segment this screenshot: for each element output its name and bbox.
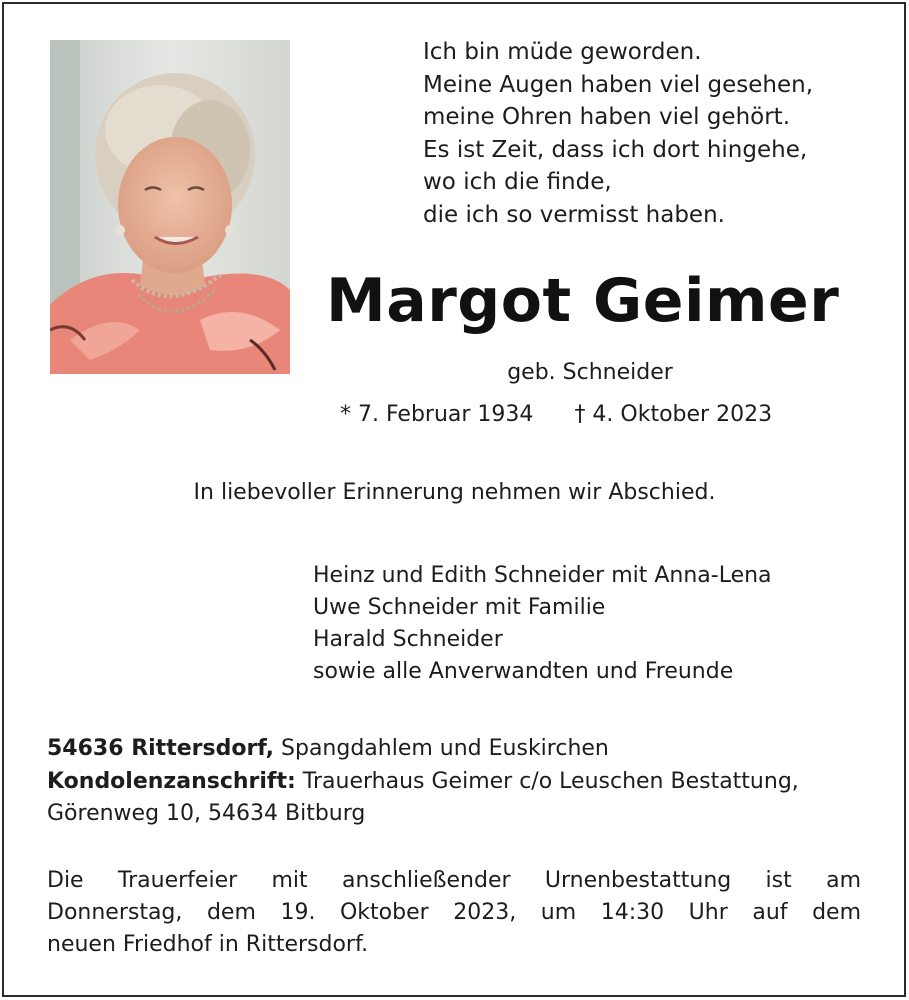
place-bold: 54636 Rittersdorf, [47,736,275,761]
service-info [47,865,861,961]
poem-line: meine Ohren haben viel gehört. [423,104,791,130]
death-date: † 4. Oktober 2023 [574,402,773,427]
birth-name: geb. Schneider [507,360,673,385]
mourner-line: Heinz und Edith Schneider mit Anna-Lena [313,563,772,588]
mourner-line: Harald Schneider [313,627,503,652]
street-line: Görenweg 10, 54634 Bitburg [47,801,366,826]
poem [423,36,883,231]
farewell-text: In liebevoller Erinnerung nehmen wir Abschied. [193,480,716,505]
service-line: neuen Friedhof in Rittersdorf. [47,932,369,957]
condolence-label: Kondolenzanschrift: [47,768,296,794]
mourner-line: Uwe Schneider mit Familie [313,595,606,620]
service-line: Die Trauerfeier mit anschließender Urnenbestattung ist am [47,868,861,893]
place-rest: Spangdahlem und Euskirchen [274,736,609,761]
mourner-line: sowie alle Anverwandten und Freunde [313,659,734,684]
birth-date: * 7. Februar 1934 [340,402,534,427]
mourners-list [313,560,893,688]
portrait-photo [50,40,290,374]
poem-line: wo ich die finde, [423,169,612,195]
poem-line: Ich bin müde geworden. [423,39,702,65]
poem-line: Es ist Zeit, dass ich dort hingehe, [423,136,808,163]
condolence-line [47,766,877,799]
address-block [47,733,877,831]
life-dates [340,402,860,427]
service-line: Donnerstag, dem 19. Oktober 2023, um 14:30 Uhr auf dem [47,900,861,925]
deceased-name: Margot Geimer [326,266,840,336]
poem-line: Meine Augen haben viel gesehen, [423,71,814,98]
condolence-rest: Trauerhaus Geimer c/o Leuschen Bestattung, [295,768,799,794]
place-line [47,733,877,766]
poem-line: die ich so vermisst haben. [423,201,725,228]
